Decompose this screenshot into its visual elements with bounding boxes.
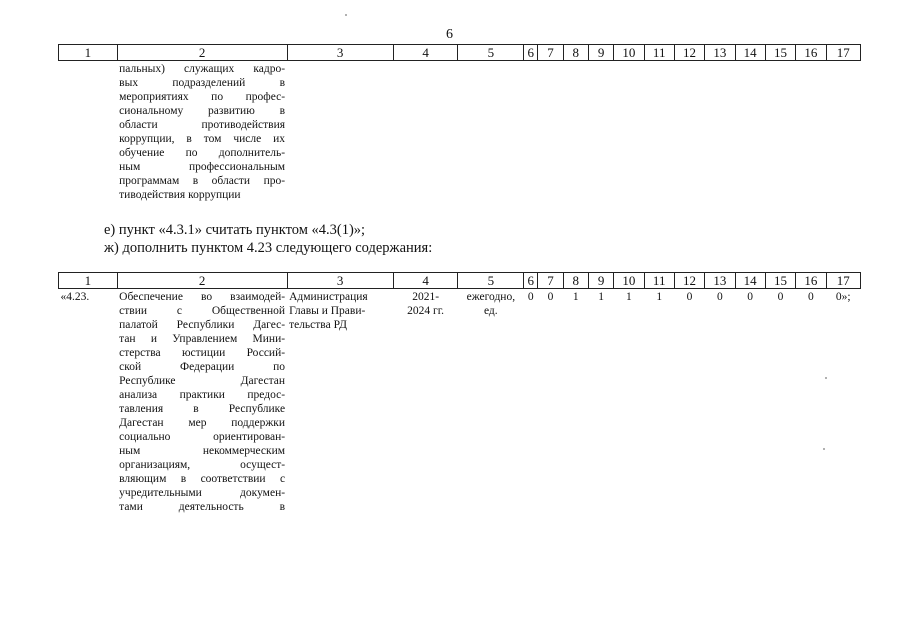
text-line: тиводействия коррупции <box>119 189 241 201</box>
value-cell: 0 <box>777 291 784 303</box>
header-cell: 5 <box>458 45 524 61</box>
text-line: коррупции, в том числе их <box>119 133 286 145</box>
table-continuation <box>58 44 861 203</box>
header-cell: 15 <box>765 273 795 289</box>
header-row <box>59 45 861 61</box>
header-cell: 12 <box>674 273 704 289</box>
header-cell: 10 <box>614 45 644 61</box>
header-cell: 17 <box>826 273 861 289</box>
cell-responsible <box>287 289 393 516</box>
value-cell: 0 <box>547 291 554 303</box>
text-line: программам в области про- <box>119 175 286 187</box>
header-cell: 1 <box>59 45 118 61</box>
header-cell: 16 <box>796 45 826 61</box>
value-cell: 0 <box>716 291 723 303</box>
cell-description <box>117 61 287 204</box>
value-cell: 0 <box>747 291 754 303</box>
text-line: стерства юстиции Россий- <box>119 347 286 359</box>
value-cell: 1 <box>656 291 663 303</box>
value-cell: 1 <box>625 291 632 303</box>
header-cell: 13 <box>705 273 735 289</box>
cell-number <box>59 61 118 204</box>
text-line: вляющим в соответствии с <box>119 473 286 485</box>
scan-speck <box>823 448 825 450</box>
table-item-4-23 <box>58 272 861 515</box>
text-line: сиональному развитию в <box>119 105 286 117</box>
cell-period <box>393 289 458 516</box>
header-cell: 4 <box>393 45 458 61</box>
header-cell: 15 <box>765 45 795 61</box>
text-line: анализа практики предос- <box>119 389 286 401</box>
header-cell: 14 <box>735 273 765 289</box>
header-cell: 8 <box>563 273 588 289</box>
header-cell: 3 <box>287 45 393 61</box>
text-line: Дагестан мер поддержки <box>119 417 286 429</box>
header-cell: 5 <box>458 273 524 289</box>
text-line: Администрация <box>289 291 368 303</box>
page-number: 6 <box>446 27 453 42</box>
text-line: ным профессиональным <box>119 161 286 173</box>
header-cell: 2 <box>117 45 287 61</box>
scan-speck <box>825 377 827 379</box>
instruction-e: е) пункт «4.3.1» считать пунктом «4.3(1)»; <box>104 222 366 238</box>
text-line: организациям, осущест- <box>119 459 286 471</box>
table-row <box>59 61 861 204</box>
text-line: мероприятиях по профес- <box>119 91 286 103</box>
text-line: учредительными докумен- <box>119 487 286 499</box>
header-cell: 12 <box>674 45 704 61</box>
text-line: пальных) служащих кадро- <box>119 63 286 75</box>
text-line: 2024 гг. <box>407 305 445 317</box>
value-cell: 1 <box>598 291 604 303</box>
header-cell: 7 <box>538 45 563 61</box>
cell-description <box>117 289 287 516</box>
text-line: ствии с Общественной <box>119 305 286 317</box>
text-line: социально ориентирован- <box>119 431 286 443</box>
text-line: Республике Дагестан <box>119 375 286 387</box>
text-line: вых подразделений в <box>119 77 286 89</box>
value-cell: 1 <box>572 291 579 303</box>
header-cell: 6 <box>524 45 538 61</box>
header-cell: 11 <box>644 45 674 61</box>
text-line: тан и Управлением Мини- <box>119 333 286 345</box>
text-line: палатой Республики Дагес- <box>119 319 286 331</box>
header-cell: 7 <box>538 273 563 289</box>
text-line: 2021- <box>412 291 440 303</box>
header-cell: 2 <box>117 273 287 289</box>
header-cell: 17 <box>826 45 861 61</box>
header-cell: 9 <box>588 273 613 289</box>
text-line: тавления в Республике <box>119 403 286 415</box>
header-cell: 1 <box>59 273 118 289</box>
text-line: Обеспечение во взаимодей- <box>119 291 286 303</box>
item-number: «4.23. <box>60 291 90 303</box>
instruction-zh: ж) дополнить пунктом 4.23 следующего содержания: <box>104 240 433 256</box>
header-cell: 8 <box>563 45 588 61</box>
text-line: области противодействия <box>119 119 286 131</box>
table-row <box>59 289 861 516</box>
text-line: ской Федерации по <box>119 361 286 373</box>
header-cell: 3 <box>287 273 393 289</box>
cell-empty <box>287 61 860 204</box>
text-line: Главы и Прави- <box>289 305 366 317</box>
header-cell: 16 <box>796 273 826 289</box>
value-cell: 0»; <box>835 291 851 303</box>
text-line: тельства РД <box>289 319 347 331</box>
scan-speck <box>345 14 347 16</box>
header-cell: 6 <box>524 273 538 289</box>
value-cell: 0 <box>527 291 534 303</box>
text-line: ед. <box>483 305 498 317</box>
cell-unit <box>458 289 524 516</box>
header-cell: 11 <box>644 273 674 289</box>
header-cell: 4 <box>393 273 458 289</box>
text-line: ным некоммерческим <box>119 445 286 457</box>
header-cell: 9 <box>588 45 613 61</box>
text-line: обучение по дополнитель- <box>119 147 286 159</box>
text-line: ежегодно, <box>466 291 516 303</box>
text-line: тами деятельность в <box>119 501 286 513</box>
value-cell: 0 <box>686 291 693 303</box>
header-cell: 10 <box>614 273 644 289</box>
header-cell: 13 <box>705 45 735 61</box>
value-cell: 0 <box>807 291 814 303</box>
header-cell: 14 <box>735 45 765 61</box>
header-row <box>59 273 861 289</box>
